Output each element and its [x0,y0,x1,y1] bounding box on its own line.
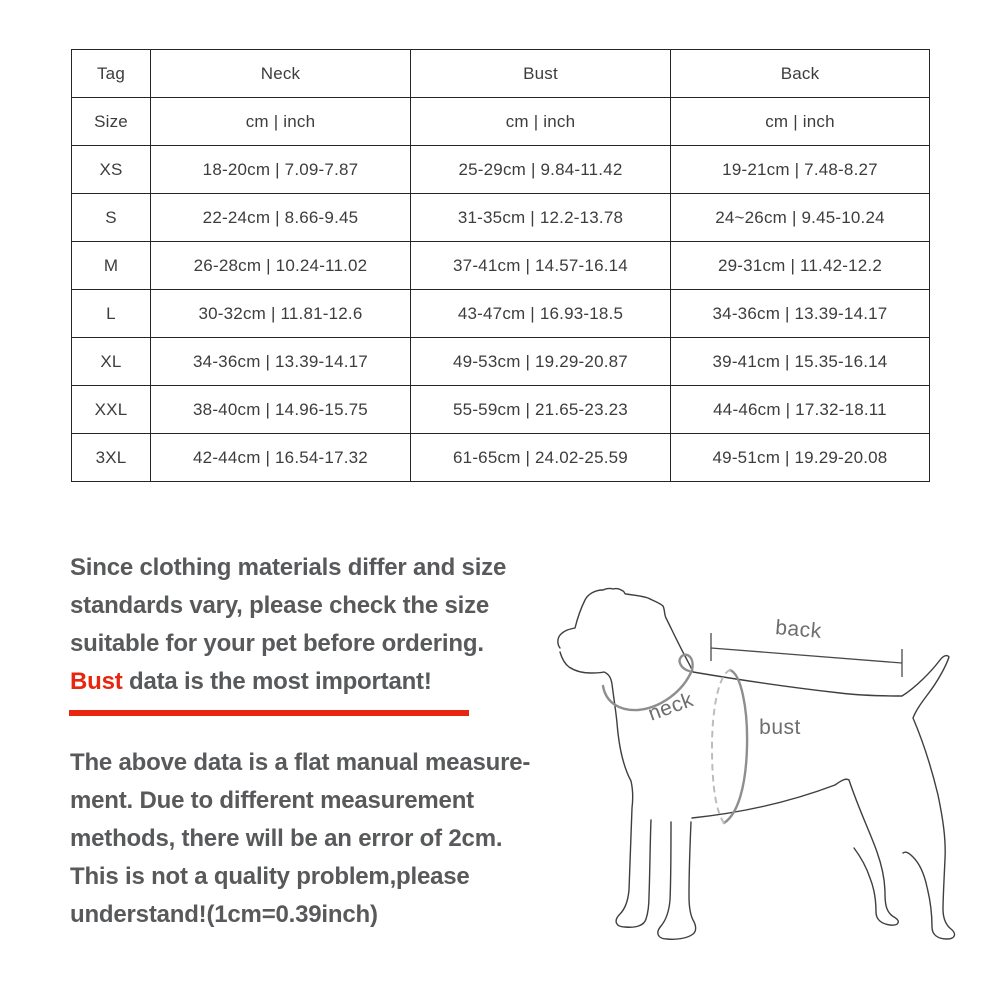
corner-size-label: Size [72,98,151,146]
cell-neck: 18-20cm | 7.09-7.87 [151,146,411,194]
table-row [72,386,930,434]
cell-size: L [72,290,151,338]
cell-neck: 38-40cm | 14.96-15.75 [151,386,411,434]
back-measure-line [711,648,902,663]
table-row [72,194,930,242]
cell-size: S [72,194,151,242]
corner-tag-label: Tag [72,50,151,98]
table-row [72,434,930,482]
size-table [71,49,930,482]
cell-back: 24~26cm | 9.45-10.24 [671,194,930,242]
warning-lines [70,549,506,663]
note-line: This is not a quality problem,please [70,863,470,890]
col-header-bust: Bust [411,50,671,98]
dog-far-front-leg [658,822,696,939]
note-line: suitable for your pet before ordering. [70,630,484,657]
dog-measurement-diagram [540,560,980,970]
cell-back: 19-21cm | 7.48-8.27 [671,146,930,194]
warning-note [70,549,506,701]
cell-neck: 30-32cm | 11.81-12.6 [151,290,411,338]
note-line: standards vary, please check the size [70,592,490,619]
cell-back: 39-41cm | 15.35-16.14 [671,338,930,386]
dog-diagram-svg [540,560,980,970]
disclaimer-note [70,744,530,934]
bust-tape-front-arc [724,670,747,823]
cell-size: XXL [72,386,151,434]
cell-size: XS [72,146,151,194]
note-line: understand!(1cm=0.39inch) [70,901,378,928]
bust-tape-back-arc [712,670,730,823]
size-table-head [72,50,930,146]
note-line: The above data is a flat manual measure- [70,749,531,776]
cell-size: 3XL [72,434,151,482]
col-header-neck: Neck [151,50,411,98]
cell-bust: 31-35cm | 12.2-13.78 [411,194,671,242]
unit-header-back: cm | inch [671,98,930,146]
cell-back: 29-31cm | 11.42-12.2 [671,242,930,290]
col-header-back: Back [671,50,930,98]
header-row-units [72,98,930,146]
cell-neck: 22-24cm | 8.66-9.45 [151,194,411,242]
cell-bust: 49-53cm | 19.29-20.87 [411,338,671,386]
back-label: back [774,616,823,644]
cell-bust: 25-29cm | 9.84-11.42 [411,146,671,194]
size-table-body [72,146,930,482]
cell-size: M [72,242,151,290]
red-underline-rule [69,710,469,716]
table-row [72,146,930,194]
warning-final-line [70,663,506,701]
cell-back: 49-51cm | 19.29-20.08 [671,434,930,482]
cell-bust: 61-65cm | 24.02-25.59 [411,434,671,482]
note-line: Since clothing materials differ and size [70,554,507,581]
cell-bust: 43-47cm | 16.93-18.5 [411,290,671,338]
note-line: ment. Due to different measurement [70,787,474,814]
bust-label: bust [759,716,801,739]
cell-bust: 55-59cm | 21.65-23.23 [411,386,671,434]
cell-neck: 42-44cm | 16.54-17.32 [151,434,411,482]
header-row-labels [72,50,930,98]
dog-belly-far-rear-leg [692,779,898,925]
unit-header-neck: cm | inch [151,98,411,146]
table-row [72,290,930,338]
table-row [72,338,930,386]
cell-neck: 34-36cm | 13.39-14.17 [151,338,411,386]
cell-neck: 26-28cm | 10.24-11.02 [151,242,411,290]
dog-body-outline [558,588,955,939]
unit-header-bust: cm | inch [411,98,671,146]
bust-highlight: Bust [70,668,123,695]
cell-back: 44-46cm | 17.32-18.11 [671,386,930,434]
neck-label: neck [645,688,697,726]
note-line: methods, there will be an error of 2cm. [70,825,503,852]
cell-back: 34-36cm | 13.39-14.17 [671,290,930,338]
warning-final-rest: data is the most important! [122,668,432,695]
cell-size: XL [72,338,151,386]
table-row [72,242,930,290]
cell-bust: 37-41cm | 14.57-16.14 [411,242,671,290]
